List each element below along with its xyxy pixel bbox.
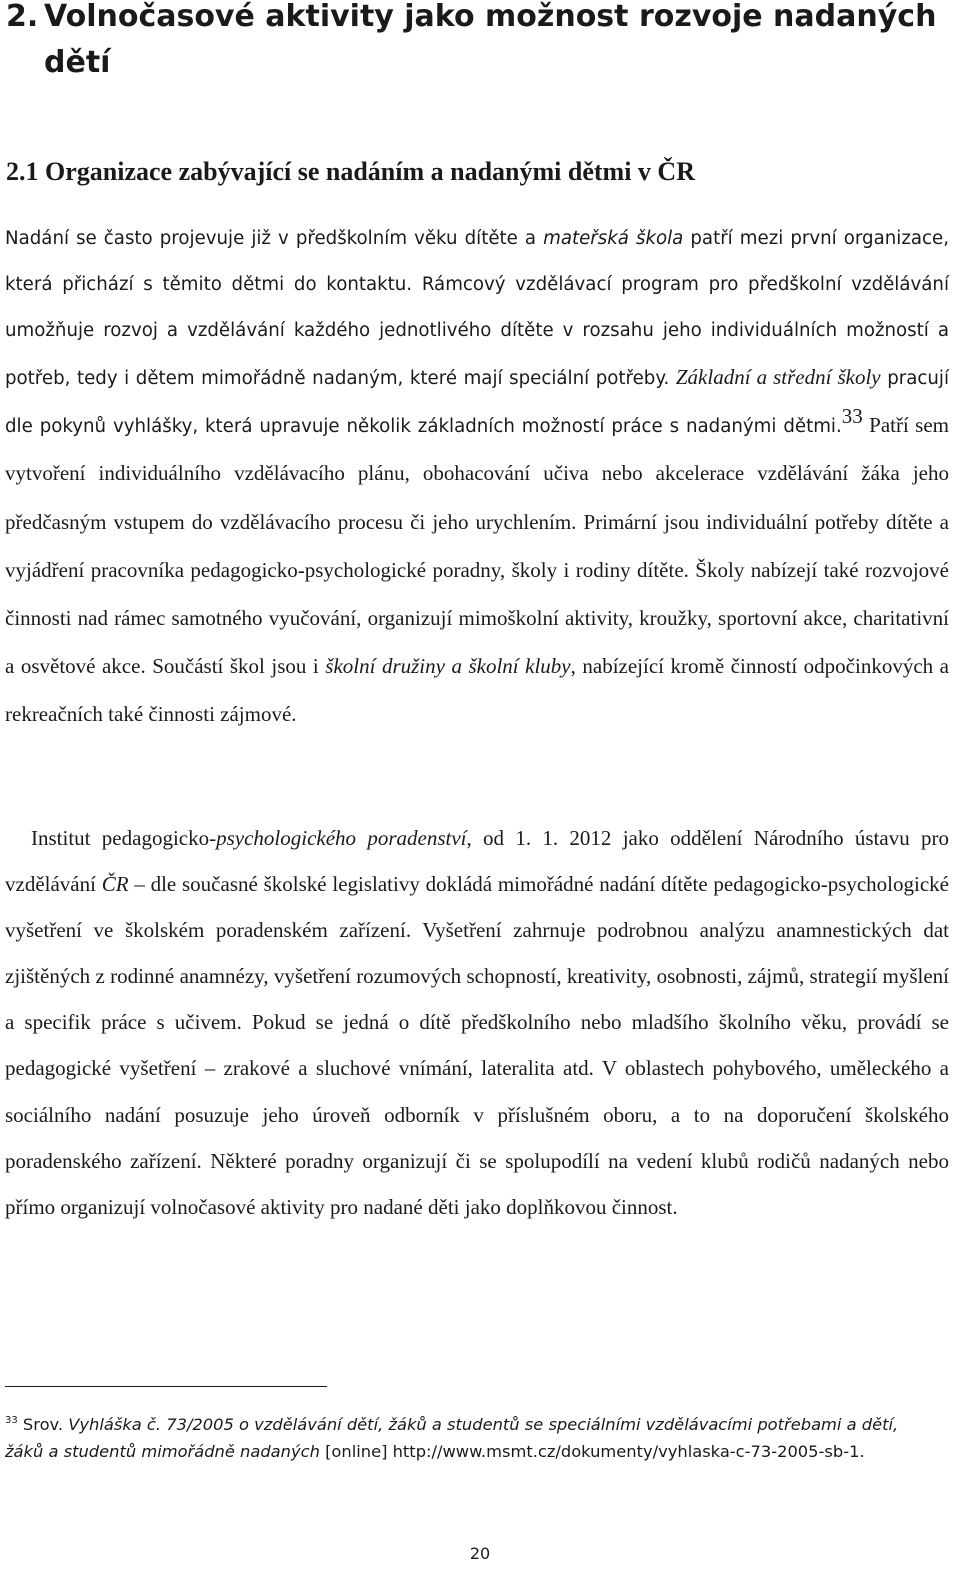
footnote-text: Srov. xyxy=(17,1415,69,1434)
paragraph-1 xyxy=(5,216,949,739)
paragraph-2-text: Institut pedagogicko- xyxy=(31,826,217,850)
paragraph-1-emphasis: Základní a střední školy xyxy=(675,365,881,390)
paragraph-1-text: Nadání se často projevuje již v předškolním věku dítěte a xyxy=(5,228,544,249)
footnote-citation-title: Vyhláška č. 73/2005 o vzdělávání dětí, žáků a studentů se speciálními vzdělávacími potřebami a dětí, žáků a studentů mimořádně nadaných xyxy=(5,1415,899,1461)
paragraph-1-text: Patří sem vytvoření individuálního vzdělávacího plánu, obohacování učiva nebo akcelerace vzdělávání žáka jeho předčasným vstupem do vzdělávacího procesu či jeho urychlením. Primární jsou individuální potřeby dítěte a vyjádření pracovníka pedagogicko-psychologické poradny, školy i rodiny dítěte. Školy nabízejí také rozvojové činnosti nad rámec samotného vyučování, organizují mimoškolní aktivity, kroužky, sportovní akce, charitativní a osvětové akce. Součástí škol jsou i xyxy=(5,413,949,678)
footnote-reference: 33 xyxy=(841,404,863,429)
paragraph-1-emphasis: školní družiny a školní kluby xyxy=(325,653,571,678)
footnote xyxy=(5,1411,940,1465)
footnote-text: [online] http://www.msmt.cz/dokumenty/vyhlaska-c-73-2005-sb-1. xyxy=(319,1442,865,1461)
footnote-number: 33 xyxy=(5,1415,18,1426)
paragraph-2 xyxy=(5,815,949,1230)
chapter-title-line2: dětí xyxy=(44,45,111,80)
section-heading: 2.1 Organizace zabývající se nadáním a nadanými dětmi v ČR xyxy=(6,157,695,186)
chapter-number: 2. xyxy=(6,0,39,34)
page-number: 20 xyxy=(469,1544,491,1563)
chapter-heading xyxy=(6,0,946,86)
paragraph-2-text: , od 1. 1. 2012 jako oddělení Národního ústavu pro vzdělávání xyxy=(5,826,949,897)
paragraph-1-text: patří mezi první organizace, která přichází s těmito dětmi do kontaktu. Rámcový vzdělávací program pro předškolní vzdělávání umožňuje rozvoj a vzdělávání každého jednotlivého dítěte v rozsahu jeho individuálních možností a potřeb, tedy i dětem mimořádně nadaným, které mají speciální potřeby. xyxy=(5,228,949,390)
paragraph-2-text: – dle současné školské legislativy dokládá mimořádné nadání dítěte pedagogicko-psychologické vyšetření ve školském poradenském zařízení. Vyšetření zahrnuje podrobnou analýzu anamnestických dat zjištěných z rodinné anamnézy, vyšetření rozumových schopností, kreativity, osobnosti, zájmů, strategií myšlení a specifik práce s učivem. Pokud se jedná o dítě předškolního nebo mladšího školního věku, provádí se pedagogické vyšetření – zrakové a sluchové vnímání, lateralita atd. V oblastech pohybového, uměleckého a sociálního nadání posuzuje jeho úroveň odborník v příslušném oboru, a to na doporučení školského poradenského zařízení. Některé poradny organizují či se spolupodílí na vedení klubů rodičů nadaných nebo přímo organizují volnočasové aktivity pro nadané děti jako doplňkovou činnost. xyxy=(5,872,949,1219)
paragraph-1-text: , nabízející kromě činností odpočinkových a rekreačních také činnosti zájmové. xyxy=(5,653,949,726)
paragraph-2-emphasis: psychologického poradenství xyxy=(216,826,467,850)
paragraph-2-emphasis: ČR xyxy=(101,872,129,897)
chapter-title-line1: Volnočasové aktivity jako možnost rozvoje nadaných xyxy=(44,0,937,34)
paragraph-1-text: pracují dle pokynů vyhlášky, která upravuje několik základních možností práce s nadanými dětmi. xyxy=(5,368,949,438)
footnote-separator xyxy=(5,1386,327,1387)
paragraph-1-emphasis: mateřská škola xyxy=(543,228,684,249)
